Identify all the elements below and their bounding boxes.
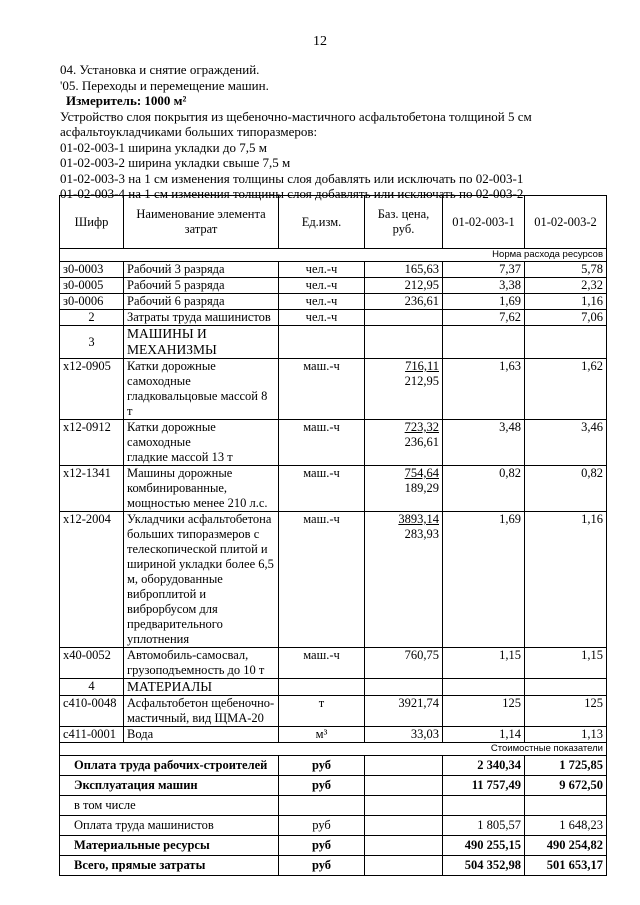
price-value: 754,64 [404,466,439,480]
cell-col1 [443,796,525,816]
cell-price: 33,03 [365,727,443,743]
cell-code: с410-0048 [60,696,124,727]
cell-name-line: телескопической плитой и [127,542,268,556]
cell-col1: 7,37 [443,262,525,278]
cell-col1: 504 352,98 [443,856,525,876]
cell-price [365,756,443,776]
cell-col1: 1,15 [443,648,525,679]
section-row-norm [60,249,607,262]
cell-name-line: Машины дорожные [127,466,233,480]
cell-name-line: мощностью менее 210 л.с. [127,496,268,510]
cell-code: 2 [60,310,124,326]
cell-col1: 490 255,15 [443,836,525,856]
header-name: Наименование элемента затрат [124,196,279,249]
page-number: 12 [313,34,327,49]
cell-name-line: шириной укладки более 6,5 [127,557,274,571]
intro-line: 04. Установка и снятие ограждений. [60,62,260,77]
cell-col2 [525,679,607,696]
section-label: Стоимостные показатели [60,743,607,756]
cell-unit: чел.-ч [279,278,365,294]
totals-row [60,756,607,776]
cell-code: 4 [60,679,124,696]
cell-col2: 501 653,17 [525,856,607,876]
price-value: 3893,14 [398,512,439,526]
cell-name [124,359,279,420]
cell-code: с411-0001 [60,727,124,743]
cell-unit: чел.-ч [279,294,365,310]
header-code: Шифр [60,196,124,249]
variant-line: 01-02-003-3 на 1 см изменения толщины слоя добавлять или исключать по 02-003-1 [60,170,524,186]
cell-name: Рабочий 5 разряда [124,278,279,294]
cell-col2: 0,82 [525,466,607,512]
variant-line: 01-02-003-1 ширина укладки до 7,5 м [60,139,267,155]
cell-price [365,796,443,816]
table-row [60,420,607,466]
cell-col2: 5,78 [525,262,607,278]
cell-name: Рабочий 3 разряда [124,262,279,278]
cell-col2: 3,46 [525,420,607,466]
cell-price: 212,95 [365,278,443,294]
price-value-secondary: 236,61 [404,435,439,449]
cell-col1: 1,63 [443,359,525,420]
variant-line: 01-02-003-2 ширина укладки свыше 7,5 м [60,155,291,170]
intro-line: '05. Переходы и перемещение машин. [60,77,269,93]
cell-col1: 1,69 [443,512,525,648]
cell-col2: 1,15 [525,648,607,679]
cell-unit: руб [279,856,365,876]
cell-price [365,466,443,512]
cell-name [124,727,279,743]
table-row [60,294,607,310]
cell-price [365,836,443,856]
cell-name-line: виброрбусом для [127,602,218,616]
header-unit: Ед.изм. [279,196,365,249]
cell-unit: маш.-ч [279,359,365,420]
cell-price [365,512,443,648]
description-line: Устройство слоя покрытия из щебеночно-мастичного асфальтобетона толщиной 5 см [60,108,532,124]
cell-total-name: Всего, прямые затраты [60,856,279,876]
cell-col2: 1,62 [525,359,607,420]
price-value: 760,75 [404,648,439,662]
table-row [60,727,607,743]
cell-col1: 11 757,49 [443,776,525,796]
section-label: Норма расхода ресурсов [60,249,607,262]
cell-col2: 1 648,23 [525,816,607,836]
cell-unit: руб [279,776,365,796]
cell-name-line: м, оборудованные [127,572,223,586]
cell-price [365,856,443,876]
cell-col2 [525,326,607,359]
cell-col1: 3,38 [443,278,525,294]
price-value: 723,32 [404,420,439,434]
cell-col2: 1 725,85 [525,756,607,776]
cell-total-name: Эксплуатация машин [60,776,279,796]
cell-unit: т [279,696,365,727]
cell-name-line: Автомобиль-самосвал, [127,648,249,662]
table-row [60,696,607,727]
price-value-secondary: 189,29 [404,481,439,495]
cell-code: х12-0905 [60,359,124,420]
cell-code: з0-0006 [60,294,124,310]
section-row-cost [60,743,607,756]
cell-name-line: мастичный, вид ЩМА-20 [127,711,264,725]
cell-col1 [443,679,525,696]
header-col1: 01-02-003-1 [443,196,525,249]
cell-col1: 1,69 [443,294,525,310]
cell-unit: м³ [279,727,365,743]
cell-col2: 1,16 [525,512,607,648]
cell-unit [279,326,365,359]
cell-col2: 125 [525,696,607,727]
table-row [60,512,607,648]
cell-col2: 1,13 [525,727,607,743]
table-row [60,310,607,326]
cell-name-line: Вода [127,727,154,741]
cell-code: х40-0052 [60,648,124,679]
section-title-line: МАШИНЫ И [127,326,207,341]
cell-col1: 0,82 [443,466,525,512]
section-heading-row [60,679,607,696]
variant-line: 01-02-003-4 на 1 см изменения толщины слоя добавлять или исключать по 02-003-2 [60,186,524,201]
cell-col1: 1 805,57 [443,816,525,836]
cell-code: 3 [60,326,124,359]
cell-price [365,648,443,679]
table-row [60,262,607,278]
cell-price: 3921,74 [365,696,443,727]
cell-col1: 3,48 [443,420,525,466]
cell-unit: маш.-ч [279,466,365,512]
cell-name: Рабочий 6 разряда [124,294,279,310]
cell-total-name: Оплата труда рабочих-строителей [60,756,279,776]
cell-col2: 9 672,50 [525,776,607,796]
cell-name [124,648,279,679]
cell-name [124,420,279,466]
cell-price [365,776,443,796]
cell-name-line: Катки дорожные самоходные [127,359,216,388]
intro-block [60,62,620,202]
totals-row [60,816,607,836]
cell-name-line: Укладчики асфальтобетона [127,512,272,526]
price-value-secondary: 283,93 [404,527,439,541]
measurer-heading: Измеритель: 1000 м² [66,93,187,108]
cell-col1: 125 [443,696,525,727]
header-col2: 01-02-003-2 [525,196,607,249]
cell-code: х12-2004 [60,512,124,648]
cell-col1: 2 340,34 [443,756,525,776]
cell-price: 236,61 [365,294,443,310]
cell-col2 [525,796,607,816]
cell-price [365,816,443,836]
table-row [60,278,607,294]
section-heading-row [60,326,607,359]
table-header-row [60,196,607,249]
cell-name-line: предварительного [127,617,223,631]
table-row [60,648,607,679]
cell-unit: руб [279,756,365,776]
cell-unit: чел.-ч [279,262,365,278]
resource-table [59,195,607,876]
cell-col1: 7,62 [443,310,525,326]
table-row [60,359,607,420]
cell-name: Затраты труда машинистов [124,310,279,326]
cell-code: з0-0003 [60,262,124,278]
cell-unit: маш.-ч [279,512,365,648]
section-title: МАТЕРИАЛЫ [124,679,279,696]
totals-row [60,796,607,816]
section-title [124,326,279,359]
table-row [60,466,607,512]
cell-name-line: уплотнения [127,632,190,646]
cell-price [365,326,443,359]
cell-name-line: виброплитой и [127,587,207,601]
cell-col2: 1,16 [525,294,607,310]
cell-col1 [443,326,525,359]
section-title-line: МЕХАНИЗМЫ [127,342,217,357]
cell-price [365,679,443,696]
cell-name-line: комбинированные, [127,481,228,495]
totals-row [60,776,607,796]
totals-row [60,856,607,876]
price-value-secondary: 212,95 [404,374,439,388]
cell-name-line: Катки дорожные самоходные [127,420,216,449]
cell-price [365,420,443,466]
totals-row [60,836,607,856]
cell-unit: маш.-ч [279,420,365,466]
cell-name-line: грузоподъемность до 10 т [127,663,265,677]
cell-total-name: Материальные ресурсы [60,836,279,856]
cell-code: х12-1341 [60,466,124,512]
cell-unit [279,679,365,696]
cell-col2: 7,06 [525,310,607,326]
header-price: Баз. цена, руб. [365,196,443,249]
cell-col2: 490 254,82 [525,836,607,856]
cell-total-name: Оплата труда машинистов [60,816,279,836]
cell-name-line: гладковальцовые массой 8 т [127,389,268,418]
cell-name-line: гладкие массой 13 т [127,450,233,464]
cell-col1: 1,14 [443,727,525,743]
cell-name [124,696,279,727]
cell-col2: 2,32 [525,278,607,294]
cell-price: 165,63 [365,262,443,278]
cell-unit: чел.-ч [279,310,365,326]
cell-price [365,359,443,420]
cell-unit: маш.-ч [279,648,365,679]
cell-unit [279,796,365,816]
description-line: асфальтоукладчиками больших типоразмеров: [60,124,318,139]
price-value: 716,11 [405,359,439,373]
cell-unit: руб [279,816,365,836]
cell-name-line: Асфальтобетон щебеночно- [127,696,275,710]
cell-name [124,466,279,512]
cell-code: х12-0912 [60,420,124,466]
cell-name [124,512,279,648]
cell-total-name: в том числе [60,796,279,816]
cell-unit: руб [279,836,365,856]
cell-code: з0-0005 [60,278,124,294]
cell-price [365,310,443,326]
cell-name-line: больших типоразмеров с [127,527,260,541]
